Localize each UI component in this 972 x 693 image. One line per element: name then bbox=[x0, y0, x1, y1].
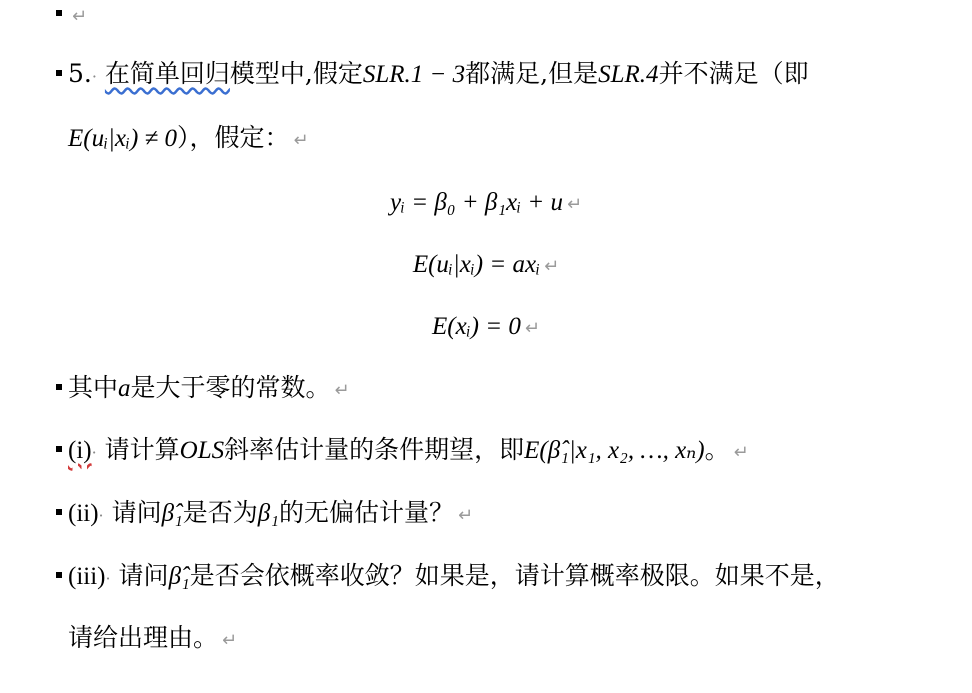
paragraph-mark: ↵ bbox=[222, 630, 238, 651]
math-slr13: SLR.1 − 3 bbox=[362, 61, 466, 88]
question-label: (iii) bbox=[68, 563, 106, 590]
grammar-flag-text[interactable]: 在简单回归 bbox=[104, 59, 230, 88]
equation-1[interactable]: yᵢ = β₀ + β₁xᵢ + u ↵ bbox=[389, 189, 583, 216]
paragraph-mark: ↵ bbox=[457, 505, 474, 526]
paragraph-mark: ↵ bbox=[566, 194, 583, 215]
paragraph-mark: ↵ bbox=[733, 442, 749, 463]
paragraph-bullet bbox=[56, 446, 62, 452]
paragraph-bullet bbox=[56, 10, 62, 16]
paragraph-mark: ↵ bbox=[524, 318, 540, 339]
math-expectation: E(β̂₁|x₁, x₂, …, xₙ) bbox=[524, 437, 705, 464]
paragraph-bullet bbox=[56, 572, 62, 578]
paragraph-bullet bbox=[56, 384, 62, 390]
paragraph-bullet bbox=[56, 509, 62, 515]
math-condition: E(uᵢ|xᵢ) ≠ 0 bbox=[68, 125, 178, 152]
paragraph-mark: ↵ bbox=[72, 6, 88, 27]
paragraph-mark: ↵ bbox=[544, 256, 560, 277]
equation-2[interactable]: E(uᵢ|xᵢ) = axᵢ ↵ bbox=[412, 251, 560, 278]
question-label: (ii) bbox=[68, 500, 99, 527]
paragraph-bullet bbox=[56, 70, 62, 76]
question-label[interactable]: (i) bbox=[68, 437, 92, 464]
math-slr4: SLR.4 bbox=[598, 61, 659, 88]
problem-number: 5. bbox=[68, 59, 92, 88]
paragraph-mark: ↵ bbox=[293, 130, 309, 151]
equation-3[interactable]: E(xᵢ) = 0 ↵ bbox=[432, 313, 540, 340]
paragraph-mark: ↵ bbox=[334, 380, 350, 401]
